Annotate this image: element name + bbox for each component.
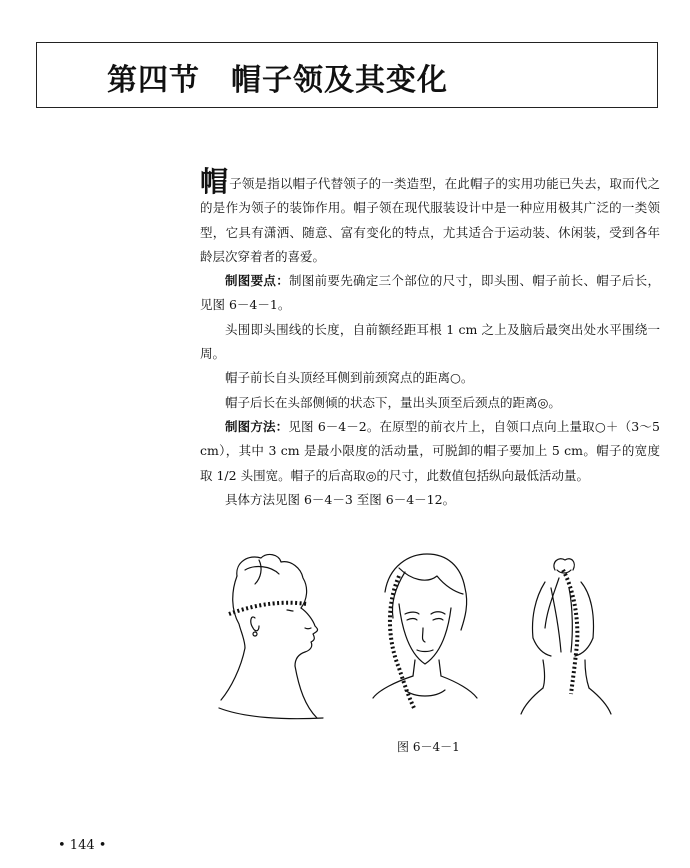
- body-text: [200, 165, 660, 512]
- figure-caption: 图 6－4－1: [397, 740, 460, 754]
- side-view-illustration: [215, 548, 330, 726]
- intro-paragraph: [200, 165, 660, 269]
- front-length-paragraph: 帽子前长自头顶经耳侧到前颈窝点的距离○。: [225, 370, 474, 386]
- key-points-label: 制图要点：: [225, 273, 290, 289]
- specific-method-paragraph: 具体方法见图 6－4－3 至图 6－4－12。: [225, 491, 456, 507]
- section-title: 第四节 帽子领及其变化: [107, 63, 448, 98]
- figure-6-4-1: [215, 548, 615, 726]
- back-view-illustration: [515, 548, 615, 726]
- drop-cap: 帽: [200, 165, 229, 198]
- method-paragraph: [200, 415, 660, 488]
- back-length-paragraph: 帽子后长在头部侧倾的状态下，量出头顶至后颈点的距离◎。: [225, 394, 561, 410]
- method-text: 见图 6－4－2。在原型的前衣片上，自领口点向上量取○＋（3～5 cm），其中 3 cm 是最小限度的活动量，可脱卸的帽子要加上 5 cm。帽子的宽度取 1/2 头围宽。帽子的后高取◎的尺寸，此数值包括纵向最低活动量。: [200, 418, 660, 483]
- front-view-illustration: [365, 548, 485, 726]
- head-circumference-paragraph: 头围即头围线的长度，自前额经距耳根 1 cm 之上及脑后最突出处水平围绕一周。: [200, 321, 660, 362]
- key-points-text: 制图前要先确定三个部位的尺寸，即头围、帽子前长、帽子后长，见图 6－4－1。: [200, 273, 660, 313]
- key-points-paragraph: [200, 269, 660, 318]
- intro-text: 子领是指以帽子代替领子的一类造型，在此帽子的实用功能已失去，取而代之的是作为领子的装饰作用。帽子领在现代服装设计中是一种应用极其广泛的一类领型，它具有潇洒、随意、富有变化的特点，尤其适合于运动装、休闲装，受到各年龄层次穿着者的喜爱。: [200, 176, 660, 264]
- method-label: 制图方法：: [225, 418, 289, 434]
- page-number: • 144 •: [58, 838, 107, 853]
- section-title-box: [36, 42, 658, 108]
